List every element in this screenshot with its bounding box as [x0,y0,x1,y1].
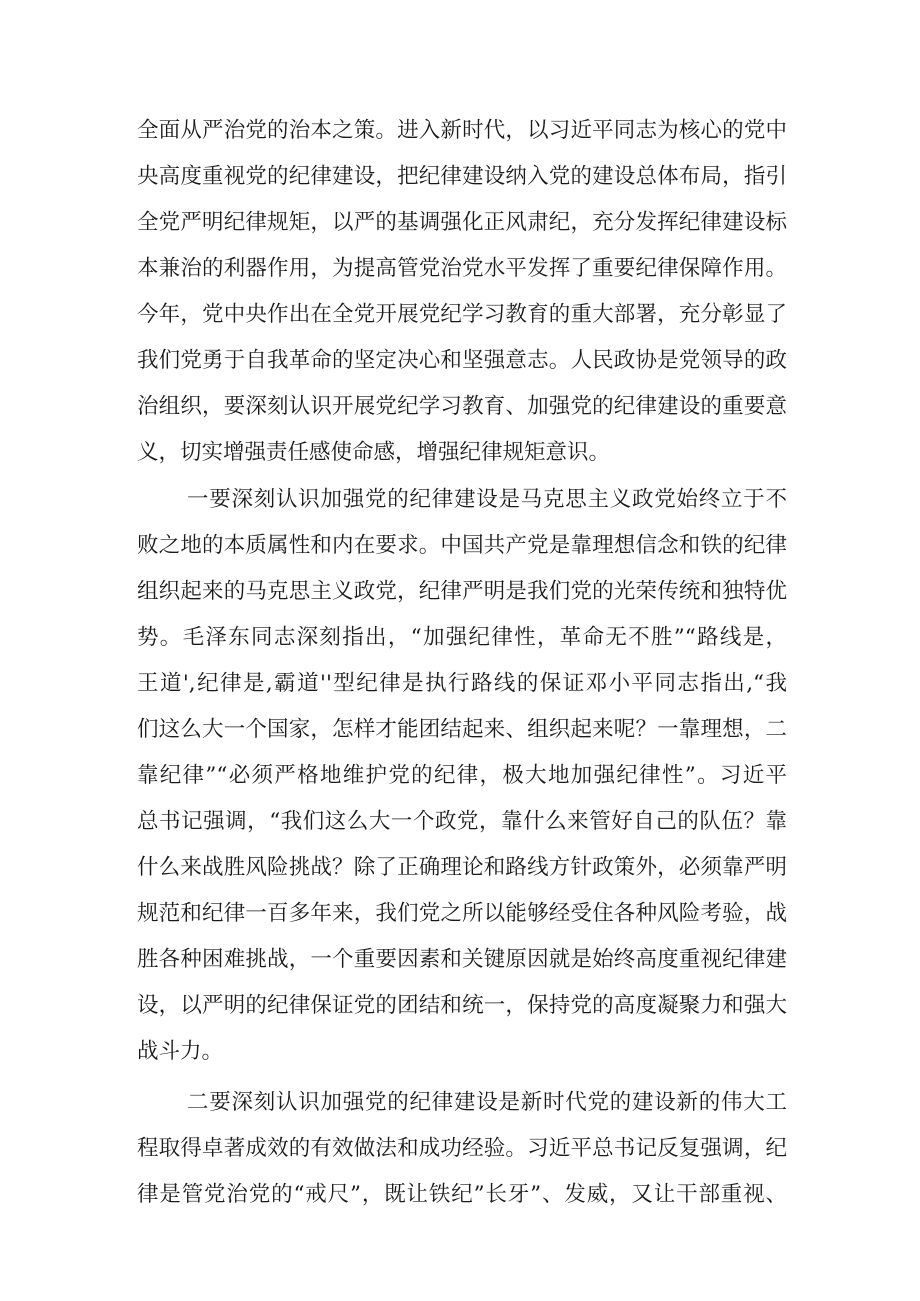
text-line: 组织起来的马克思主义政党，纪律严明是我们党的光荣传统和独特优 [137,579,787,604]
text-line: 什么来战胜风险挑战？除了正确理论和路线方针政策外，必须靠严明 [137,855,787,880]
text-line: 一要深刻认识加强党的纪律建设是马克思主义政党始终立于不 [187,487,787,512]
text-line: 靠纪律”“必须严格地维护党的纪律，极大地加强纪律性”。习近平 [137,763,787,788]
text-line: 总书记强调，“我们这么大一个政党，靠什么来管好自己的队伍？靠 [137,809,787,834]
text-line: 本兼治的利器作用，为提高管党治党水平发挥了重要纪律保障作用。 [137,256,787,281]
text-line: 今年，党中央作出在全党开展党纪学习教育的重大部署，充分彰显了 [137,302,787,327]
text-line: 律是管党治党的“戒尺”，既让铁纪”长牙”、发威，又让干部重视、 [137,1182,787,1207]
text-line: 我们党勇于自我革命的坚定决心和坚强意志。人民政协是党领导的政 [137,348,787,373]
paragraph-1 [137,108,787,476]
text-line: 规范和纪律一百多年来，我们党之所以能够经受住各种风险考验，战 [137,901,787,926]
text-line: 设，以严明的纪律保证党的团结和统一，保持党的高度凝聚力和强大 [137,993,787,1018]
text-line: 程取得卓著成效的有效做法和成功经验。习近平总书记反复强调，纪 [137,1136,787,1161]
text-line: 二要深刻认识加强党的纪律建设是新时代党的建设新的伟大工 [187,1090,787,1115]
text-line: 央高度重视党的纪律建设，把纪律建设纳入党的建设总体布局，指引 [137,164,787,189]
paragraph-3 [137,1080,787,1218]
text-line: 全党严明纪律规矩，以严的基调强化正风肃纪，充分发挥纪律建设标 [137,210,787,235]
text-line: 战斗力。 [137,1039,224,1064]
text-line: 义，切实增强责任感使命感，增强纪律规矩意识。 [137,440,611,465]
text-line: 王道',纪律是,霸道''型纪律是执行路线的保证邓小平同志指出,“我 [137,671,787,696]
text-line: 胜各种困难挑战，一个重要因素和关键原因就是始终高度重视纪律建 [137,947,787,972]
text-line: 势。毛泽东同志深刻指出，“加强纪律性，革命无不胜”“路线是， [137,625,787,650]
text-line: 们这么大一个国家，怎样才能团结起来、组织起来呢？一靠理想，二 [137,717,787,742]
text-line: 全面从严治党的治本之策。进入新时代，以习近平同志为核心的党中 [137,118,787,143]
paragraph-2 [137,477,787,1075]
text-line: 治组织，要深刻认识开展党纪学习教育、加强党的纪律建设的重要意 [137,394,787,419]
text-line: 败之地的本质属性和内在要求。中国共产党是靠理想信念和铁的纪律 [137,533,787,558]
